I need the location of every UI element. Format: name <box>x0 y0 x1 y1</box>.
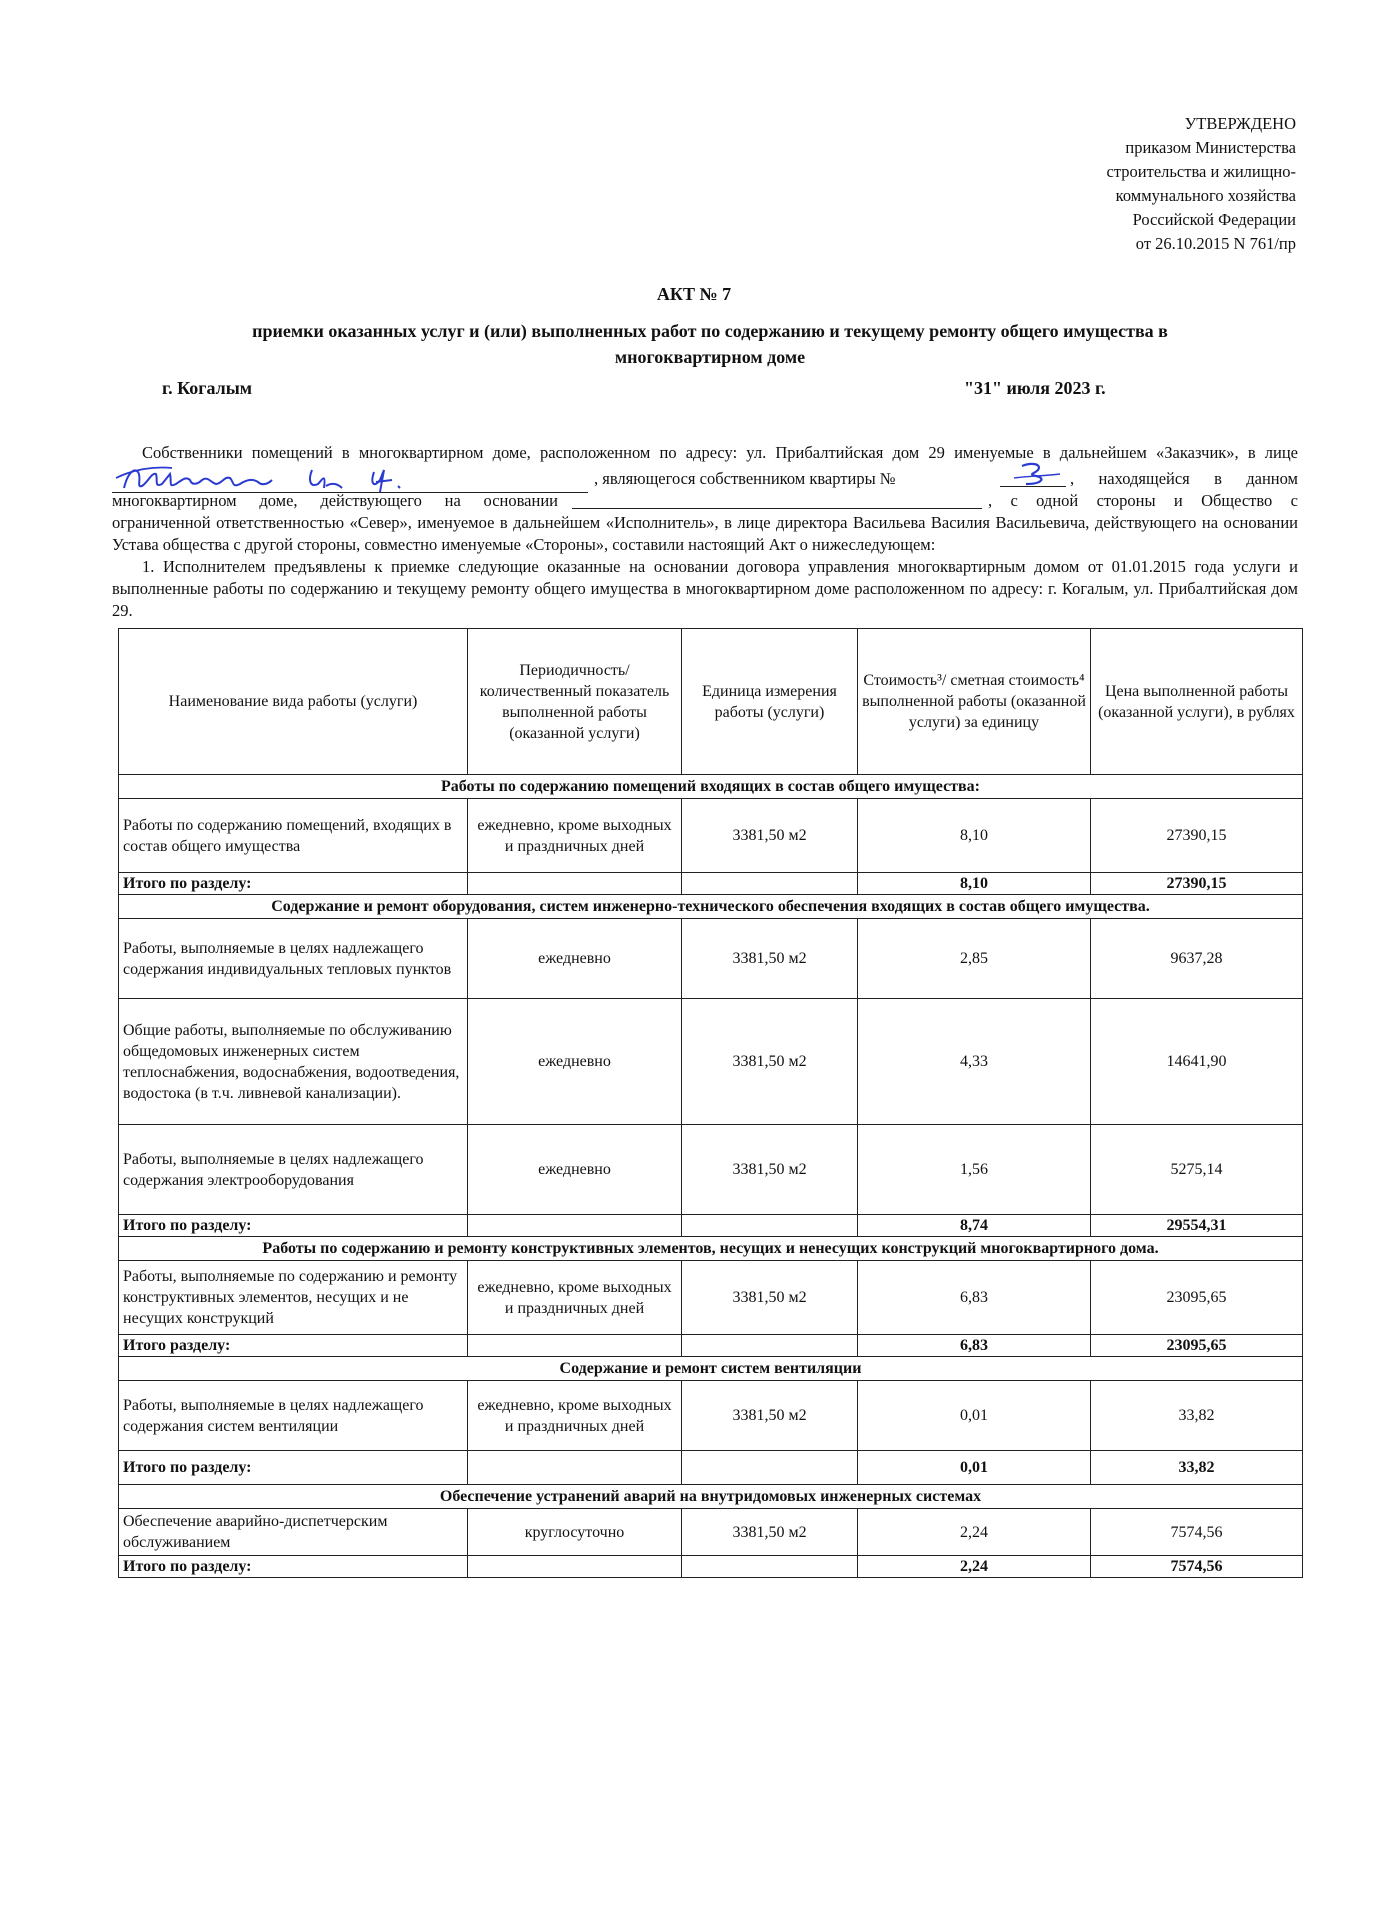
header-periodicity: Периодичность/ количественный показатель выполненной работы (оказанной услуги) <box>468 629 682 775</box>
total-label: Итого разделу: <box>119 1335 468 1357</box>
header-name: Наименование вида работы (услуги) <box>119 629 468 775</box>
approval-line: приказом Министерства <box>1125 138 1296 157</box>
row-unit: 3381,50 м2 <box>682 1509 858 1556</box>
total-price: 27390,15 <box>1091 873 1303 895</box>
total-cost: 2,24 <box>858 1556 1091 1578</box>
row-periodicity: ежедневно, кроме выходных и праздничных дней <box>468 1261 682 1335</box>
row-cost: 2,85 <box>858 919 1091 999</box>
section-title: Содержание и ремонт систем вентиляции <box>119 1357 1303 1381</box>
section-total-row <box>119 1335 1303 1357</box>
row-periodicity: ежедневно <box>468 919 682 999</box>
table-row <box>119 1125 1303 1215</box>
row-unit: 3381,50 м2 <box>682 799 858 873</box>
row-price: 27390,15 <box>1091 799 1303 873</box>
section-title: Обеспечение устранений аварий на внутридомовых инженерных системах <box>119 1485 1303 1509</box>
act-number: АКТ № 7 <box>656 284 732 304</box>
row-unit: 3381,50 м2 <box>682 919 858 999</box>
services-table <box>118 628 1303 1578</box>
total-price: 29554,31 <box>1091 1215 1303 1237</box>
act-title: приемки оказанных услуг и (или) выполненных работ по содержанию и текущему ремонту общего имущества в многоквартирном доме <box>252 321 1168 367</box>
row-periodicity: ежедневно <box>468 999 682 1125</box>
approval-line: УТВЕРЖДЕНО <box>1184 114 1296 133</box>
section-total-row <box>119 873 1303 895</box>
row-price: 5275,14 <box>1091 1125 1303 1215</box>
row-name: Работы, выполняемые в целях надлежащего содержания электрооборудования <box>119 1125 468 1215</box>
total-price: 7574,56 <box>1091 1556 1303 1578</box>
total-cost: 0,01 <box>858 1451 1091 1485</box>
intro-line-2a: , являющегося собственником квартиры № <box>594 469 896 488</box>
header-cost: Стоимость³/ сметная стоимость⁴ выполненной работы (оказанной услуги) за единицу <box>858 629 1091 775</box>
row-name: Обеспечение аварийно-диспетчерским обслуживанием <box>119 1509 468 1556</box>
intro-item-1: 1. Исполнителем предъявлены к приемке следующие оказанные на основании договора управления многоквартирным домом от 01.01.2015 года услуги и выполненные работы по содержанию и текущему ремонту общего имущества в многоквартирном доме расположенном по адресу: г. Когалым, ул. Прибалтийская дом 29. <box>112 557 1298 620</box>
table-row <box>119 799 1303 873</box>
row-cost: 4,33 <box>858 999 1091 1125</box>
total-label: Итого по разделу: <box>119 1556 468 1578</box>
row-unit: 3381,50 м2 <box>682 999 858 1125</box>
row-periodicity: круглосуточно <box>468 1509 682 1556</box>
row-cost: 2,24 <box>858 1509 1091 1556</box>
row-name: Работы, выполняемые в целях надлежащего содержания систем вентиляции <box>119 1381 468 1451</box>
intro-line-3a: многоквартирном доме, действующего на основании <box>112 491 558 510</box>
total-price: 23095,65 <box>1091 1335 1303 1357</box>
total-label: Итого по разделу: <box>119 873 468 895</box>
approval-stamp-block <box>1060 112 1296 256</box>
intro-paragraph-rest: ограниченной ответственностью «Север», именуемое в дальнейшем «Исполнитель», в лице директора Васильева Василия Васильевича, действующего на основании Устава общества с другой стороны, совместно именуемые «Стороны», составили настоящий Акт о нижеследующем: <box>112 513 1298 554</box>
section-title: Работы по содержанию и ремонту конструктивных элементов, несущих и ненесущих конструкций многоквартирного дома. <box>119 1237 1303 1261</box>
header-price: Цена выполненной работы (оказанной услуги), в рублях <box>1091 629 1303 775</box>
row-unit: 3381,50 м2 <box>682 1125 858 1215</box>
total-label: Итого по разделу: <box>119 1451 468 1485</box>
intro-line-3b: , с одной стороны и Общество с <box>988 491 1298 510</box>
table-row <box>119 1381 1303 1451</box>
row-name: Работы, выполняемые в целях надлежащего содержания индивидуальных тепловых пунктов <box>119 919 468 999</box>
section-title: Содержание и ремонт оборудования, систем инженерно-технического обеспечения входящих в состав общего имущества. <box>119 895 1303 919</box>
row-unit: 3381,50 м2 <box>682 1261 858 1335</box>
row-cost: 6,83 <box>858 1261 1091 1335</box>
row-price: 7574,56 <box>1091 1509 1303 1556</box>
row-cost: 1,56 <box>858 1125 1091 1215</box>
row-name: Работы по содержанию помещений, входящих в состав общего имущества <box>119 799 468 873</box>
act-city: г. Когалым <box>162 378 253 398</box>
row-cost: 8,10 <box>858 799 1091 873</box>
apartment-number-field <box>1000 468 1066 487</box>
basis-field <box>572 490 982 509</box>
approval-line: коммунального хозяйства <box>1115 186 1296 205</box>
row-periodicity: ежедневно <box>468 1125 682 1215</box>
intro-line-2b: , находящейся в данном <box>1070 469 1298 488</box>
table-row <box>119 1509 1303 1556</box>
row-price: 23095,65 <box>1091 1261 1303 1335</box>
table-row <box>119 919 1303 999</box>
table-row <box>119 999 1303 1125</box>
total-label: Итого по разделу: <box>119 1215 468 1237</box>
act-date: "31" июля 2023 г. <box>964 378 1106 398</box>
total-cost: 6,83 <box>858 1335 1091 1357</box>
row-cost: 0,01 <box>858 1381 1091 1451</box>
total-price: 33,82 <box>1091 1451 1303 1485</box>
section-total-row <box>119 1451 1303 1485</box>
row-price: 33,82 <box>1091 1381 1303 1451</box>
row-price: 14641,90 <box>1091 999 1303 1125</box>
row-periodicity: ежедневно, кроме выходных и праздничных дней <box>468 799 682 873</box>
row-periodicity: ежедневно, кроме выходных и праздничных дней <box>468 1381 682 1451</box>
row-unit: 3381,50 м2 <box>682 1381 858 1451</box>
intro-line-1: Собственники помещений в многоквартирном доме, расположенном по адресу: ул. Прибалтийская дом 29 именуемые в дальнейшем «Заказчик», в лице <box>142 443 1298 462</box>
section-total-row <box>119 1556 1303 1578</box>
table-row <box>119 1261 1303 1335</box>
section-title: Работы по содержанию помещений входящих в состав общего имущества: <box>119 775 1303 799</box>
total-cost: 8,74 <box>858 1215 1091 1237</box>
approval-line: Российской Федерации <box>1132 210 1296 229</box>
header-unit: Единица измерения работы (услуги) <box>682 629 858 775</box>
handwritten-apartment-number <box>1008 460 1068 486</box>
row-name: Работы, выполняемые по содержанию и ремонту конструктивных элементов, несущих и не несущих конструкций <box>119 1261 468 1335</box>
row-name: Общие работы, выполняемые по обслуживанию общедомовых инженерных систем теплоснабжения, водоснабжения, водоотведения, водостока (в т.ч. ливневой канализации). <box>119 999 468 1125</box>
row-price: 9637,28 <box>1091 919 1303 999</box>
approval-line: строительства и жилищно- <box>1106 162 1296 181</box>
approval-line: от 26.10.2015 N 761/пр <box>1135 234 1296 253</box>
section-total-row <box>119 1215 1303 1237</box>
total-cost: 8,10 <box>858 873 1091 895</box>
